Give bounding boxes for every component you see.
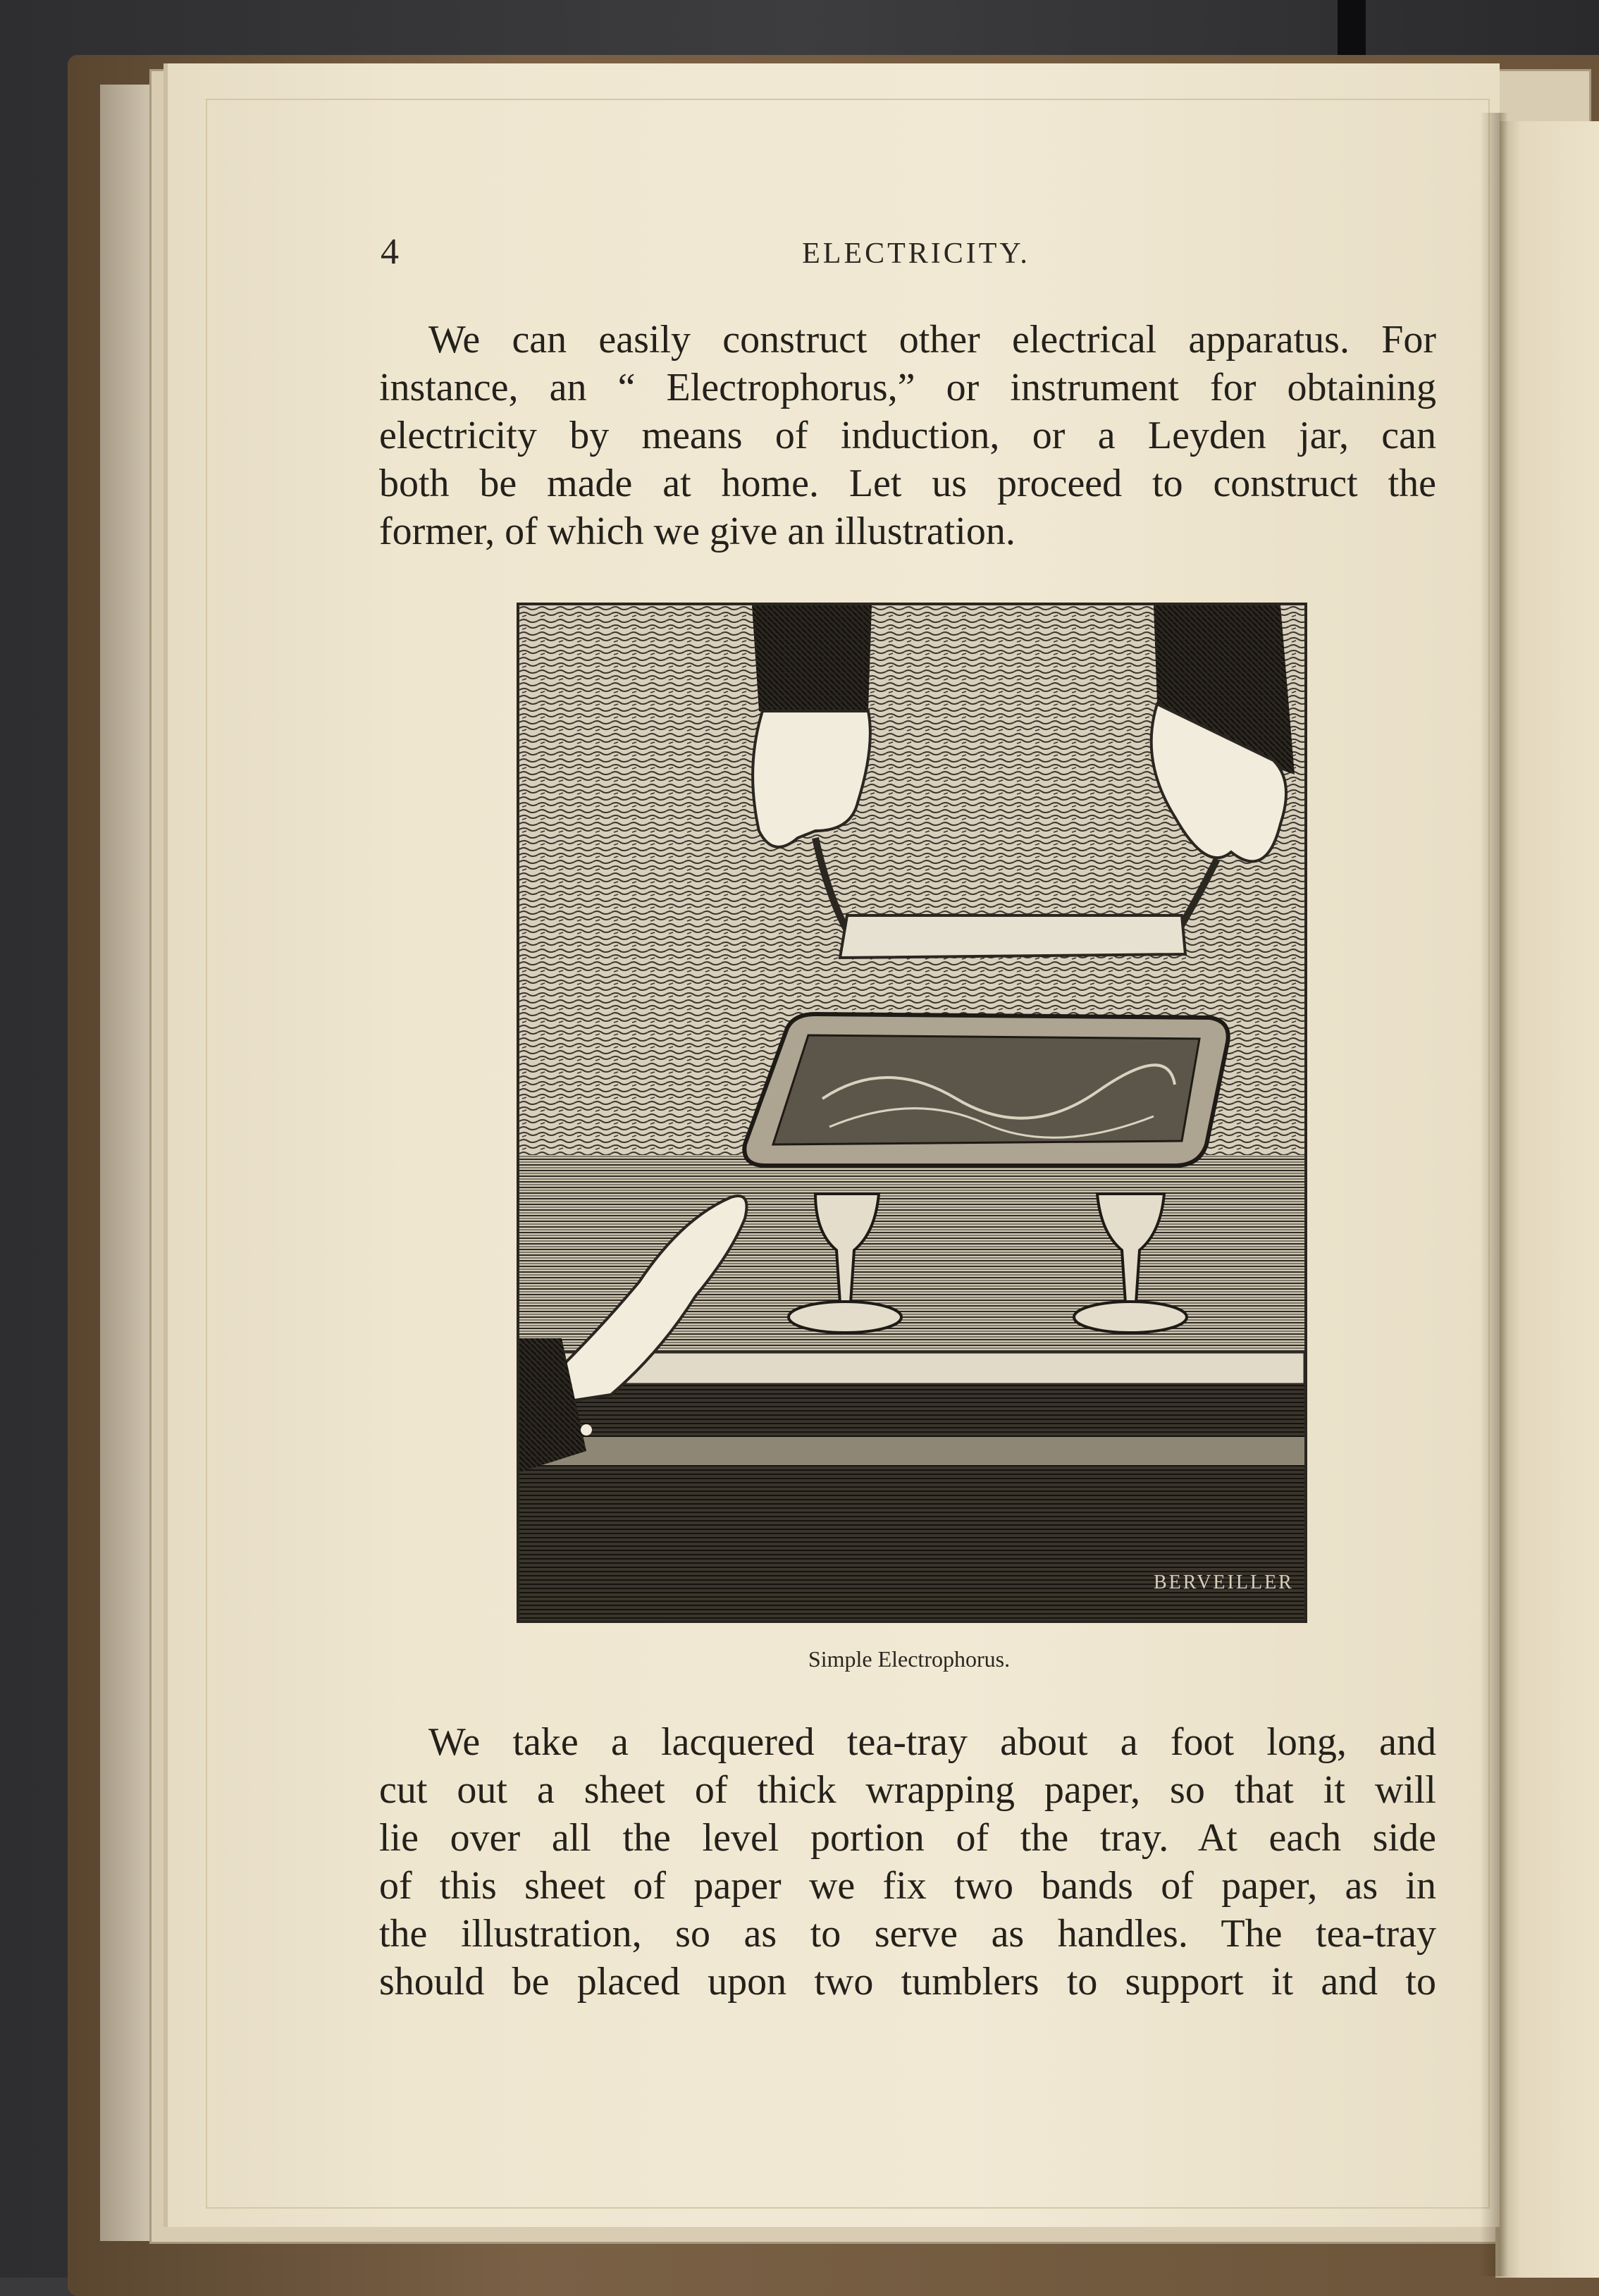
paragraph-line: of this sheet of paper we fix two bands of paper, as in: [379, 1864, 1436, 1908]
running-head: ELECTRICITY.: [802, 237, 1030, 270]
gutter-shadow: [1480, 113, 1508, 2276]
table-molding: [519, 1437, 1304, 1465]
paragraph-line: We take a lacquered tea-tray about a foot long, and: [428, 1720, 1436, 1764]
paragraph-1: [379, 316, 1436, 555]
paragraph-line: lie over all the level portion of the tray. At each side: [379, 1816, 1436, 1860]
paragraph-line: the illustration, so as to serve as handles. The tea-tray: [379, 1912, 1436, 1956]
page-number: 4: [381, 232, 399, 272]
facing-page-edge: [1495, 121, 1599, 2278]
paragraph-line: We can easily construct other electrical apparatus. For: [428, 318, 1436, 362]
electrophorus-illustration: [517, 603, 1307, 1623]
figure-caption: Simple Electrophorus.: [808, 1646, 1011, 1672]
left-sleeve: [752, 605, 872, 720]
engraver-signature: BERVEILLER: [1154, 1572, 1294, 1593]
paragraph-line: former, of which we give an illustration.: [379, 510, 1015, 553]
paper-sheet: [840, 915, 1185, 958]
paragraph-line: should be placed upon two tumblers to support it and to: [379, 1960, 1436, 2004]
engraving-svg: [519, 605, 1304, 1620]
paragraph-line: instance, an “ Electrophorus,” or instrument for obtaining: [379, 366, 1436, 409]
paragraph-line: electricity by means of induction, or a Leyden jar, can: [379, 414, 1436, 457]
cufflink: [581, 1424, 592, 1436]
paragraph-line: cut out a sheet of thick wrapping paper, so that it will: [379, 1768, 1436, 1812]
paragraph-line: both be made at home. Let us proceed to construct the: [379, 462, 1436, 505]
paragraph-2: [379, 1718, 1436, 2006]
